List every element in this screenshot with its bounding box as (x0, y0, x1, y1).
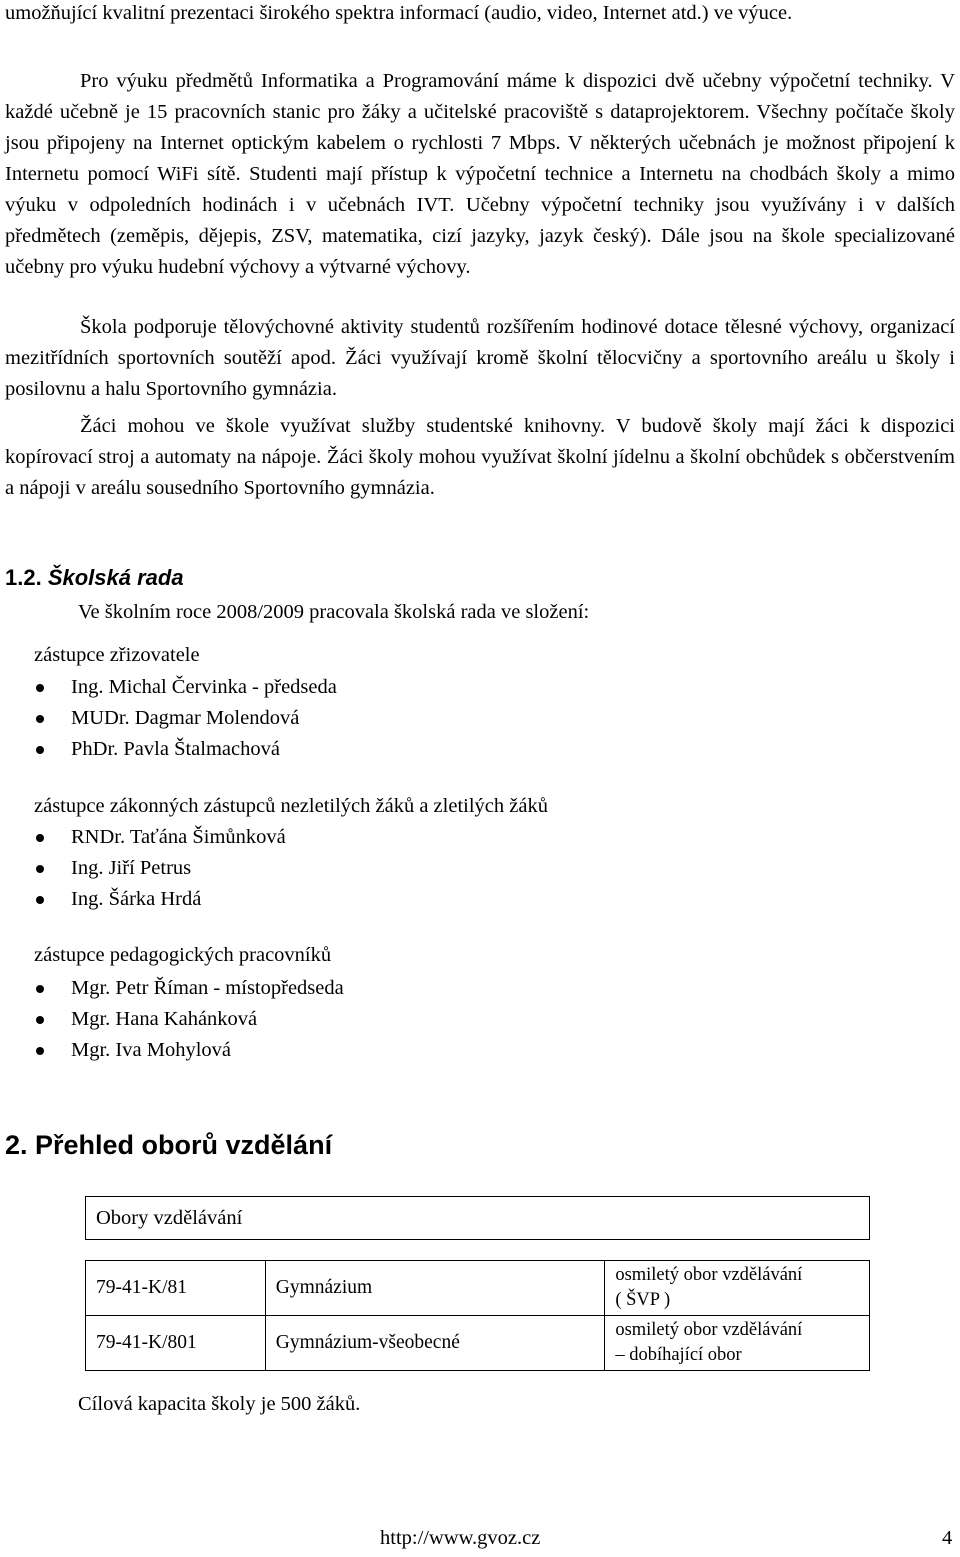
obor-code: 79-41-K/801 (86, 1316, 266, 1371)
bullet-icon (36, 1016, 44, 1024)
member-name: Ing. Šárka Hrdá (71, 888, 202, 910)
obor-note-line1: osmiletý obor vzdělávání (615, 1265, 803, 1285)
bullet-icon (36, 715, 44, 723)
list-item (34, 734, 337, 765)
member-name: PhDr. Pavla Štalmachová (71, 738, 280, 760)
list-item (34, 1004, 344, 1035)
section-title: Školská rada (47, 565, 184, 590)
table-row (86, 1316, 870, 1371)
paragraph-sport: Škola podporuje tělovýchovné aktivity studentů rozšířením hodinové dotace tělesné výchovy, organizací mezitřídních sportovních soutěží apod. Žáci využívají kromě školní tělocvičny a sportovního areálu u školy i posilovnu a halu Sportovního gymnázia. (5, 316, 955, 400)
obor-note-line2: ( ŠVP ) (615, 1290, 671, 1310)
list-item (34, 672, 337, 703)
list-item (34, 1035, 344, 1066)
member-name: Mgr. Iva Mohylová (71, 1039, 231, 1061)
capacity-text: Cílová kapacita školy je 500 žáků. (78, 1393, 361, 1415)
section-heading-skolska-rada (5, 565, 184, 591)
list-item (34, 973, 344, 1004)
section-number: 1.2. (5, 565, 42, 590)
footer-url: http://www.gvoz.cz (380, 1527, 541, 1549)
section-heading-obory: 2. Přehled oborů vzdělání (5, 1130, 333, 1160)
bullet-icon (36, 985, 44, 993)
obor-note (605, 1316, 870, 1371)
list-item (34, 853, 286, 884)
group-label-pedagogove: zástupce pedagogických pracovníků (34, 944, 332, 966)
list-item (34, 822, 286, 853)
paragraph-services: Žáci mohou ve škole využívat služby studentské knihovny. V budově školy mají žáci k dispozici kopírovací stroj a automaty na nápoje. Žáci školy mohou využívat školní jídelnu a školní obchůdek s občerstvením a nápoji v areálu sousedního Sportovního gymnázia. (5, 415, 955, 499)
obor-name: Gymnázium-všeobecné (265, 1316, 605, 1371)
member-name: Mgr. Petr Říman - místopředseda (71, 977, 344, 999)
member-name: Mgr. Hana Kahánková (71, 1008, 258, 1030)
council-intro: Ve školním roce 2008/2009 pracovala školská rada ve složení: (78, 601, 590, 623)
obory-table (85, 1196, 870, 1371)
member-list-zrizovatel (34, 672, 337, 765)
obor-code: 79-41-K/81 (86, 1261, 266, 1316)
obor-note-line2: – dobíhající obor (615, 1345, 742, 1365)
member-name: Ing. Michal Červinka - předseda (71, 676, 337, 698)
list-item (34, 703, 337, 734)
member-name: MUDr. Dagmar Molendová (71, 707, 300, 729)
table-row (86, 1261, 870, 1316)
list-item (34, 884, 286, 915)
paragraph-it-equipment: Pro výuku předmětů Informatika a Programování máme k dispozici dvě učebny výpočetní techniky. V každé učebně je 15 pracovních stanic pro žáky a učitelské pracoviště s dataprojektorem. Všechny počítače školy jsou připojeny na Internet optickým kabelem o rychlosti 7 Mbps. V některých učebnách je možnost připojení k Internetu pomocí WiFi sítě. Studenti mají přístup k výpočetní technice a Internetu na chodbách školy a mimo výuku v odpoledních hodinách i v učebnách IVT. Učebny výpočetní techniky jsou využívány i v dalších předmětech (zeměpis, dějepis, ZSV, matematika, cizí jazyky, jazyk český). Dále jsou na škole specializované učebny pro výuku hudební výchovy a výtvarné výchovy. (5, 70, 955, 278)
page-number: 4 (942, 1527, 953, 1549)
group-label-zakonni-zastupci: zástupce zákonných zástupců nezletilých žáků a zletilých žáků (34, 795, 548, 817)
table-spacer (86, 1240, 870, 1261)
bullet-icon (36, 865, 44, 873)
group-label-zrizovatel: zástupce zřizovatele (34, 644, 200, 666)
paragraph-intro: umožňující kvalitní prezentaci širokého spektra informací (audio, video, Internet atd.) ve výuce. (5, 2, 793, 24)
table-header: Obory vzdělávání (86, 1197, 870, 1240)
bullet-icon (36, 746, 44, 754)
member-list-zakonni-zastupci (34, 822, 286, 915)
member-name: Ing. Jiří Petrus (71, 857, 192, 879)
bullet-icon (36, 834, 44, 842)
bullet-icon (36, 896, 44, 904)
bullet-icon (36, 1047, 44, 1055)
bullet-icon (36, 684, 44, 692)
obor-note-line1: osmiletý obor vzdělávání (615, 1320, 803, 1340)
obor-name: Gymnázium (265, 1261, 605, 1316)
member-list-pedagogove (34, 973, 344, 1066)
obor-note (605, 1261, 870, 1316)
member-name: RNDr. Taťána Šimůnková (71, 826, 286, 848)
